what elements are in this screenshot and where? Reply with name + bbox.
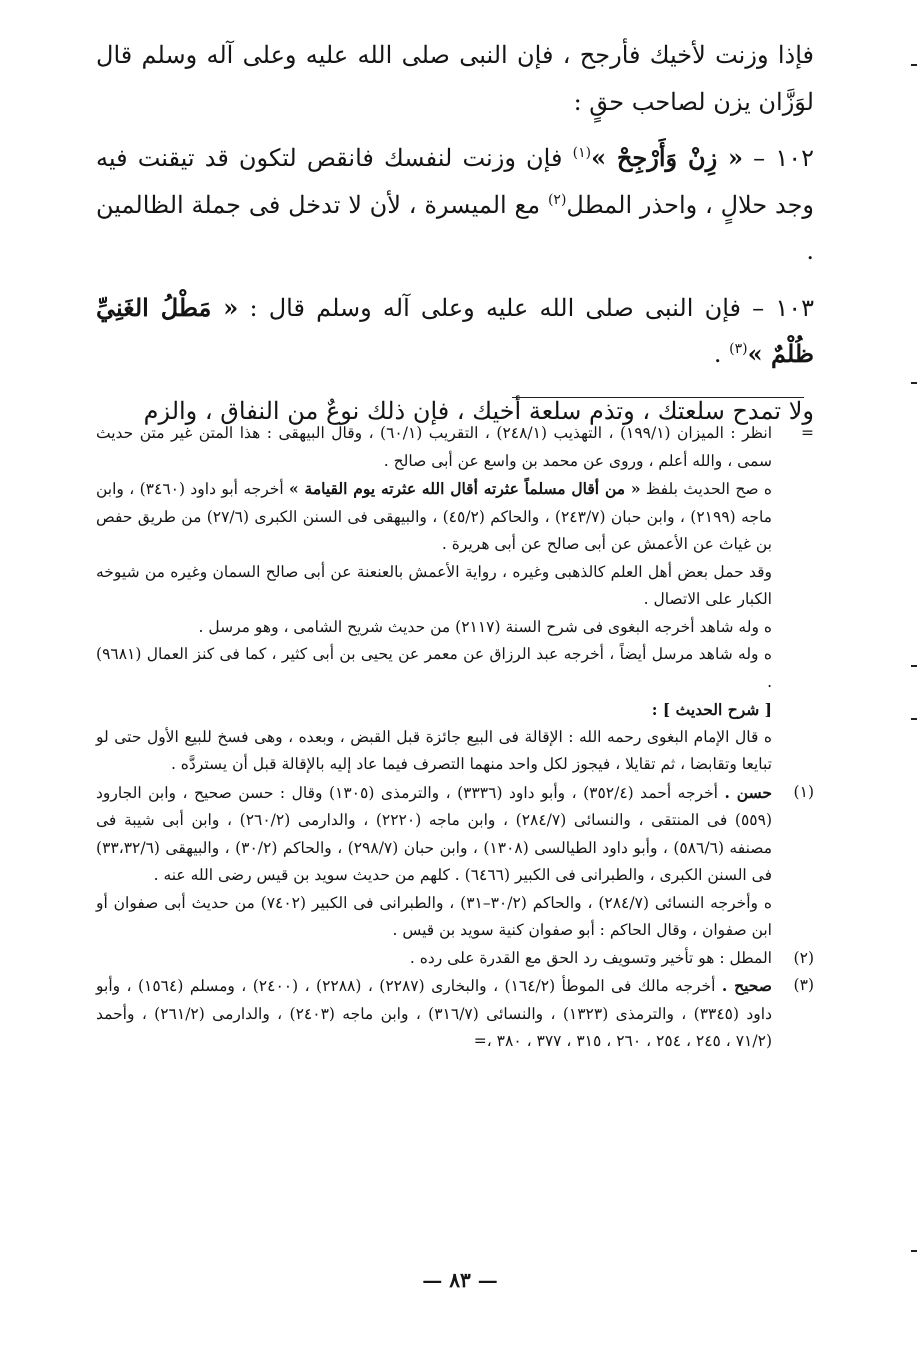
paragraph-intro bbox=[96, 32, 814, 125]
carried-note: وقد حمل بعض أهل العلم كالذهبى وغيره ، رواية الأعمش بالعنعنة عن أبى صالح السمان وغيره من شيوخه الكبار على الاتصال . bbox=[96, 562, 772, 608]
footnote-1-text: أخرجه أحمد (٣٥٢/٤) ، وأبو داود (٣٣٣٦) ، والترمذى (١٣٠٥) وقال : حسن صحيح ، وابن الجارود (٥٥٩) فى المنتقى ، والنسائى (٢٨٤/٧) ، وابن ماجه (٢٢٢٠) ، والدارمى (٢٦٠/٢) ، وابن أبى شيبة فى مصنفه (٥٨٦/٦) ، وأبو داود الطيالسى (١٣٠٨) ، وابن حبان (٢٩٨/٧) ، والحاكم (٣٠/٢) ، والبيهقى (٣٣،٣٢/٦) فى السنن الكبرى ، والطبرانى فى الكبير (٦٤٦٦) . كلهم من حديث سويد بن قيس رضى الله عنه . bbox=[96, 783, 773, 884]
sahih-quote: « من أقال مسلماً عثرته أقال الله عثرته يوم القيامة » bbox=[289, 479, 641, 498]
hadith-number-103: ١٠٣ – bbox=[752, 293, 814, 322]
page-number: — ٨٣ — bbox=[422, 1268, 498, 1292]
hadith-number-102: ١٠٢ – bbox=[753, 144, 814, 172]
footnote-2-marker: (٢) bbox=[793, 948, 814, 967]
margin-mark bbox=[911, 64, 917, 66]
footnote-1-more: ه وأخرجه النسائى (٢٨٤/٧) ، والحاكم (٣٠/٢–٣١) ، والطبرانى فى الكبير (٧٤٠٢) من حديث أبى صفوان أو ابن صفوان ، وقال الحاكم : أبو صفوان كنية سويد بن قيس . bbox=[96, 893, 772, 939]
paragraph-103-text: فإن النبى صلى الله عليه وعلى آله وسلم قال : bbox=[249, 293, 741, 322]
footnote-1-marker: (١) bbox=[793, 782, 814, 801]
paragraph-praise-text: ولا تمدح سلعتك ، وتذم سلعة أخيك ، فإن ذلك نوعٌ من النفاق ، والزم bbox=[143, 396, 814, 425]
footnote-continuation bbox=[96, 420, 814, 779]
margin-mark bbox=[911, 665, 917, 667]
footnote-3-main bbox=[96, 972, 772, 1056]
sahih-prefix: ه صح الحديث بلفظ bbox=[645, 480, 772, 498]
hadith-quote-102: « زِنْ وَأَرْجِحْ » bbox=[591, 143, 744, 172]
intro-text: فإذا وزنت لأخيك فأرجح ، فإن النبى صلى الله عليه وعلى آله وسلم قال لوَزَّان يزن لصاحب حقٍ : bbox=[96, 41, 814, 116]
continuation-marker: = bbox=[801, 424, 814, 442]
sahih-note bbox=[96, 475, 772, 559]
paragraph-102-text-b: مع الميسرة ، لأن لا تدخل فى جملة الظالمين . bbox=[96, 190, 814, 265]
margin-mark bbox=[911, 718, 917, 720]
baghawi-note: ه قال الإمام البغوى رحمه الله : الإقالة فى البيع جائزة قبل القبض ، وبعده ، وهى فسخ للبيع الأول حتى لو تبايعا وتقابضا ، ثم تقايلا ، فيجوز لكل واحد منهما التصرف فيما عاد إليه بالإقالة قبل أن يستردَّه . bbox=[96, 727, 772, 773]
footnote-2-content bbox=[96, 945, 772, 973]
footnote-ref-3: (٣) bbox=[729, 341, 748, 357]
footnotes bbox=[96, 420, 814, 1056]
paragraph-102 bbox=[96, 135, 814, 275]
footnote-ref-1: (١) bbox=[572, 145, 592, 161]
footnote-3-grade: صحيح . bbox=[721, 976, 772, 995]
footnote-1-content bbox=[96, 779, 772, 945]
hadith-quote-103: « مَطْلُ الغَنِيِّ ظُلْمٌ » bbox=[96, 292, 814, 368]
continuation-content bbox=[96, 420, 772, 779]
margin-mark bbox=[911, 382, 917, 384]
main-text bbox=[96, 32, 814, 434]
footnote-1 bbox=[96, 779, 814, 945]
paragraph-103-end: . bbox=[713, 340, 722, 368]
footnote-1-grade: حسن . bbox=[724, 782, 772, 802]
sahih-rest: أخرجه أبو داود (٣٤٦٠) ، وابن ماجه (٢١٩٩) ، وابن حبان (٢٤٣/٧) ، والحاكم (٤٥/٢) ، والبيهقى فى السنن الكبرى (٢٧/٦) من طريق حفص بن غياث عن الأعمش عن أبى صالح عن أبى هريرة . bbox=[96, 480, 772, 553]
footnote-1-main bbox=[96, 779, 772, 890]
footnote-3 bbox=[96, 972, 814, 1056]
paragraph-102-text-a: فإن وزنت لنفسك فانقص لتكون قد تيقنت فيه وجد حلالٍ ، واحذر المطل bbox=[96, 144, 814, 219]
shahid-note-1: ه وله شاهد أخرجه البغوى فى شرح السنة (٢١١٧) من حديث شريح الشامى ، وهو مرسل . bbox=[198, 617, 772, 636]
sharh-heading: [ شرح الحديث ] : bbox=[651, 700, 772, 719]
continuation-line: انظر : الميزان (١٩٩/١) ، التهذيب (٢٤٨/١) ، التقريب (٦٠/١) ، وقال البيهقى : هذا المتن غير متن حديث سمى ، والله أعلم ، وروى عن محمد بن واسع عن أبى صالح . bbox=[96, 424, 772, 470]
footnote-separator bbox=[512, 397, 804, 398]
footnote-3-content bbox=[96, 972, 772, 1056]
shahid-note-2: ه وله شاهد مرسل أيضاً ، أخرجه عبد الرزاق عن معمر عن يحيى بن أبى كثير ، كما فى كنز العمال (٩٦٨١) . bbox=[96, 645, 772, 691]
footnote-2 bbox=[96, 945, 814, 973]
footnote-3-marker: (٣) bbox=[793, 976, 814, 994]
paragraph-103 bbox=[96, 285, 814, 378]
footnote-2-text: المطل : هو تأخير وتسويف رد الحق مع القدرة على رده . bbox=[409, 948, 772, 967]
footnote-ref-2: (٢) bbox=[547, 191, 567, 208]
margin-mark bbox=[911, 1250, 917, 1252]
footnote-3-text: أخرجه مالك فى الموطأ (١٦٤/٢) ، والبخارى (٢٢٨٧) ، (٢٢٨٨) ، (٢٤٠٠) ، ومسلم (١٥٦٤) ، وأبو داود (٣٣٤٥) ، والترمذى (١٣٢٣) ، والنسائى (٣١٦/٧) ، وابن ماجه (٢٤٠٣) ، والدارمى (٢٦١/٢) ، وأحمد (٧١/٢ ، ٢٤٥ ، ٢٥٤ ، ٢٦٠ ، ٣١٥ ، ٣٧٧ ، ٣٨٠ ،= bbox=[96, 977, 772, 1050]
